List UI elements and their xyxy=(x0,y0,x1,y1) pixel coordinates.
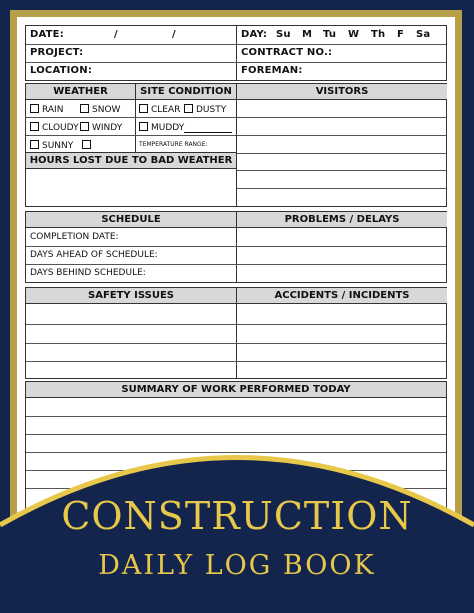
summary-header: SUMMARY OF WORK PERFORMED TODAY xyxy=(26,382,446,398)
day-option-m[interactable]: M xyxy=(302,29,313,40)
weather-option-snow[interactable]: SNOW xyxy=(80,104,120,115)
site-option-dusty[interactable]: DUSTY xyxy=(184,104,226,115)
completion-date-label: COMPLETION DATE: xyxy=(30,232,119,242)
weather-header: WEATHER xyxy=(26,84,135,100)
date-separator: / xyxy=(114,29,118,40)
contract-label: CONTRACT NO.: xyxy=(241,47,333,58)
day-option-f[interactable]: F xyxy=(397,29,405,40)
foreman-label: FOREMAN: xyxy=(241,65,303,76)
site-condition-header: SITE CONDITION xyxy=(136,84,236,100)
weather-option-rain[interactable]: RAIN xyxy=(30,104,63,115)
checkbox-icon xyxy=(30,122,39,131)
temperature-range-label: TEMPERATURE RANGE: xyxy=(139,141,208,148)
checkbox-icon xyxy=(30,140,39,149)
day-option-sa[interactable]: Sa xyxy=(416,29,431,40)
site-option-clear[interactable]: CLEAR xyxy=(139,104,180,115)
location-label: LOCATION: xyxy=(30,65,93,76)
checkbox-icon xyxy=(184,104,193,113)
checkbox-icon xyxy=(82,140,91,149)
day-option-tu[interactable]: Tu xyxy=(323,29,337,40)
weather-option-sunny[interactable]: SUNNY xyxy=(30,140,94,151)
header-block xyxy=(25,25,447,81)
days-ahead-label: DAYS AHEAD OF SCHEDULE: xyxy=(30,250,158,260)
cover-title-line2: DAILY LOG BOOK xyxy=(98,550,376,581)
project-label: PROJECT: xyxy=(30,47,84,58)
days-behind-label: DAYS BEHIND SCHEDULE: xyxy=(30,268,146,278)
day-option-th[interactable]: Th xyxy=(371,29,386,40)
weather-block xyxy=(25,83,447,207)
date-label: DATE: xyxy=(30,29,64,40)
day-label: DAY: xyxy=(241,29,268,40)
schedule-header: SCHEDULE xyxy=(26,212,236,228)
day-option-w[interactable]: W xyxy=(348,29,360,40)
safety-block xyxy=(25,287,447,379)
checkbox-icon xyxy=(139,104,148,113)
checkbox-icon xyxy=(30,104,39,113)
day-option-su[interactable]: Su xyxy=(276,29,291,40)
checkbox-icon xyxy=(139,122,148,131)
safety-issues-header: SAFETY ISSUES xyxy=(26,288,236,304)
hours-lost-header: HOURS LOST DUE TO BAD WEATHER xyxy=(26,153,236,169)
problems-header: PROBLEMS / DELAYS xyxy=(237,212,447,228)
checkbox-icon xyxy=(80,122,89,131)
site-option-muddy[interactable]: MUDDY xyxy=(139,122,184,133)
weather-option-cloudy[interactable]: CLOUDY xyxy=(30,122,79,133)
date-separator: / xyxy=(172,29,176,40)
visitors-header: VISITORS xyxy=(237,84,447,100)
checkbox-icon xyxy=(80,104,89,113)
cover-title-line1: CONSTRUCTION xyxy=(61,494,413,538)
schedule-block xyxy=(25,211,447,283)
weather-option-windy[interactable]: WINDY xyxy=(80,122,122,133)
accidents-header: ACCIDENTS / INCIDENTS xyxy=(237,288,447,304)
site-other-line[interactable] xyxy=(184,132,232,133)
